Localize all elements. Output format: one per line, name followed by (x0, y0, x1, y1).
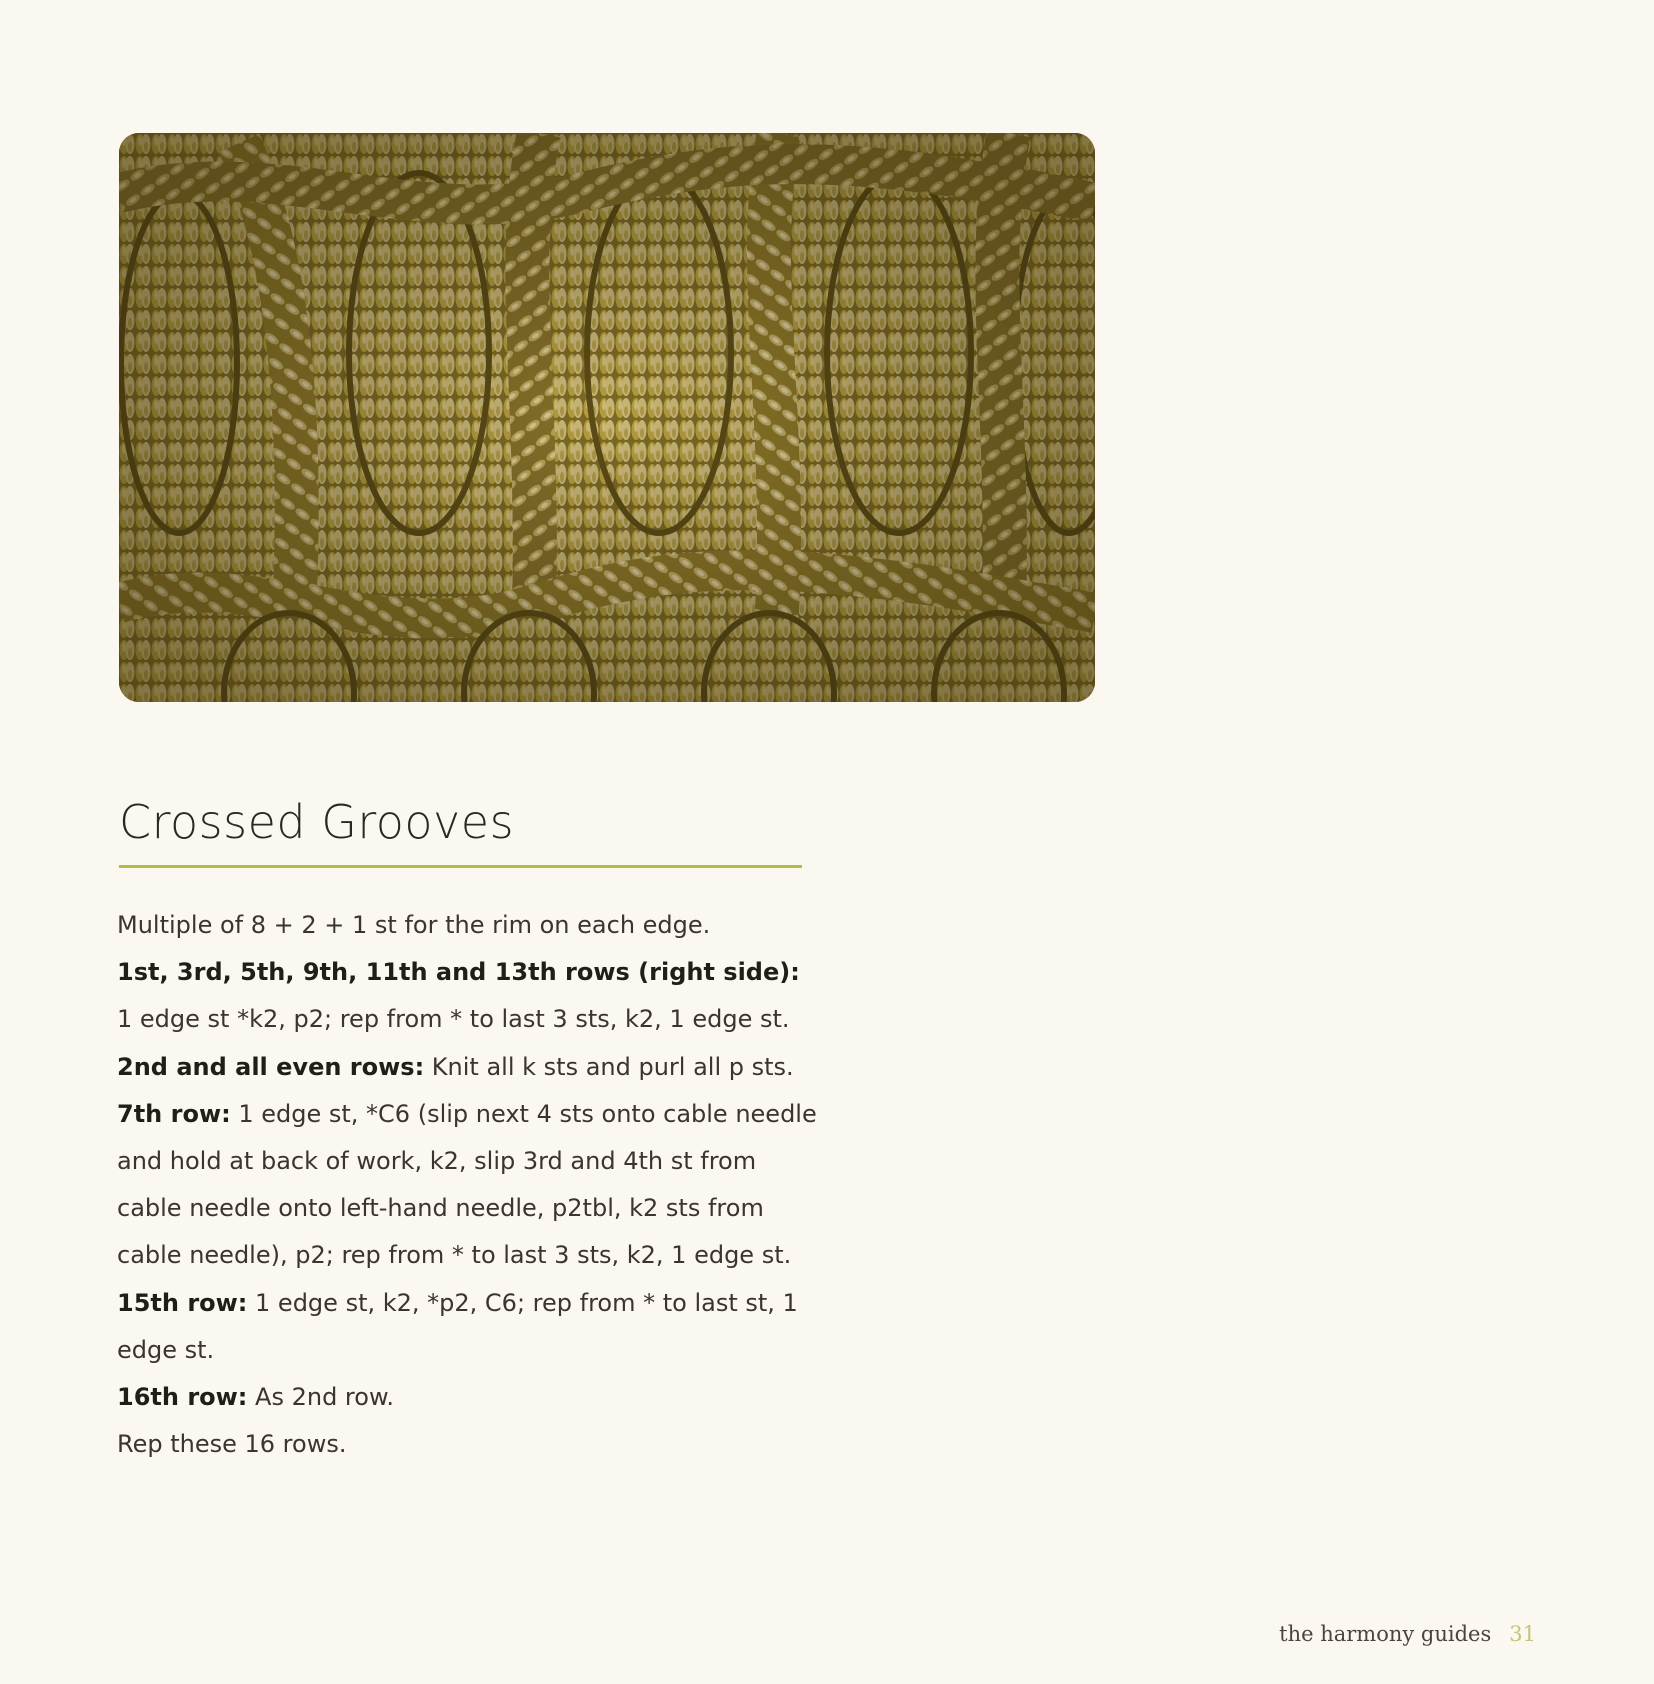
row-text: As 2nd row. (247, 1383, 395, 1412)
repeat-instruction: Rep these 16 rows. (117, 1430, 347, 1459)
row-label: 16th row: (117, 1383, 248, 1412)
instruction-row-2 (117, 1044, 817, 1091)
title-underline (119, 865, 802, 868)
pattern-title: Crossed Grooves (119, 795, 515, 849)
knit-swatch-photo (119, 133, 1095, 702)
knit-texture-illustration (119, 133, 1095, 702)
row-label: 7th row: (117, 1099, 231, 1128)
stitch-multiple: Multiple of 8 + 2 + 1 st for the rim on each edge. (117, 911, 711, 939)
page-number: 31 (1509, 1622, 1536, 1646)
instruction-row-1 (117, 949, 817, 1043)
row-text: 1 edge st *k2, p2; rep from * to last 3 sts, k2, 1 edge st. (117, 1005, 790, 1034)
page-footer (1279, 1622, 1536, 1646)
instruction-row-7 (117, 1091, 817, 1280)
row-text: 1 edge st, *C6 (slip next 4 sts onto cable needle and hold at back of work, k2, slip 3rd and 4th st from cable needle onto left-hand needle, p2tbl, k2 sts from cable needle), p2; rep from * to last 3 sts, k2, 1 edge st. (117, 1099, 817, 1270)
instruction-row-16 (117, 1374, 817, 1421)
row-label: 1st, 3rd, 5th, 9th, 11th and 13th rows (right side): (117, 958, 800, 987)
row-text: 1 edge st, k2, *p2, C6; rep from * to last st, 1 edge st. (117, 1288, 798, 1364)
row-text: Knit all k sts and purl all p sts. (424, 1052, 794, 1081)
row-label: 2nd and all even rows: (117, 1052, 425, 1081)
pattern-instructions (117, 902, 817, 1468)
instruction-row-15 (117, 1280, 817, 1374)
row-label: 15th row: (117, 1288, 248, 1317)
series-name: the harmony guides (1279, 1622, 1492, 1646)
